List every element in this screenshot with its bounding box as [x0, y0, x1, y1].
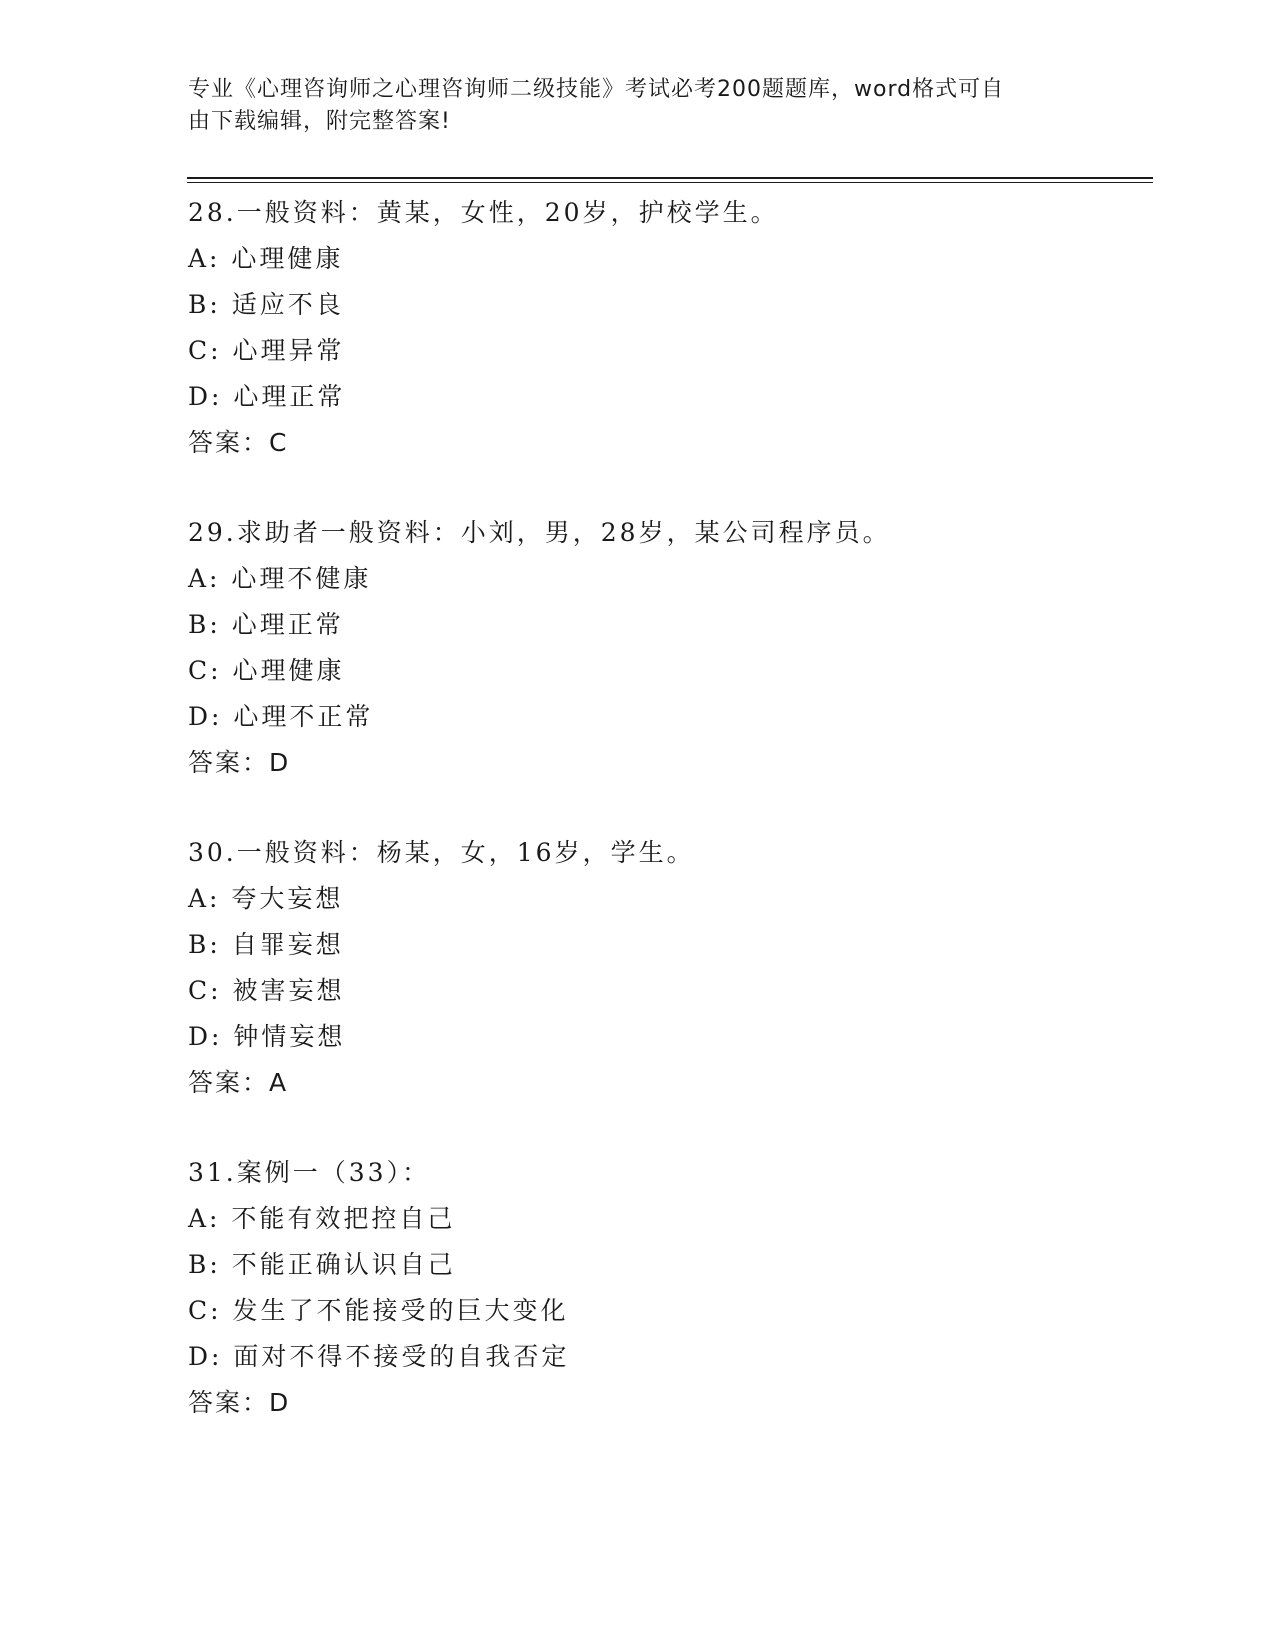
option-b: B: 自罪妄想: [188, 930, 344, 959]
option-b: B: 适应不良: [188, 290, 344, 319]
document-header: [188, 74, 1068, 138]
question-30: [188, 830, 1148, 1150]
answer-line: 答案：C: [188, 428, 289, 457]
header-divider-thick: [187, 177, 1153, 179]
answer-line: 答案：A: [188, 1068, 289, 1097]
option-a: A: 心理不健康: [188, 564, 372, 593]
question-29: [188, 510, 1148, 830]
option-d: D: 心理正常: [188, 382, 346, 411]
option-c: C: 心理健康: [188, 656, 345, 685]
option-b: B: 不能正确认识自己: [188, 1250, 456, 1279]
header-line-1: 专业《心理咨询师之心理咨询师二级技能》考试必考200题题库，word格式可自: [188, 77, 1005, 102]
question-stem: 31.案例一（33）：: [188, 1158, 431, 1187]
option-b: B: 心理正常: [188, 610, 344, 639]
option-c: C: 发生了不能接受的巨大变化: [188, 1296, 569, 1325]
option-a: A: 心理健康: [188, 244, 344, 273]
question-stem: 30.一般资料：杨某，女，16岁，学生。: [188, 838, 695, 867]
question-list: [188, 190, 1148, 1470]
question-28: [188, 190, 1148, 510]
question-stem: 29.求助者一般资料：小刘，男，28岁，某公司程序员。: [188, 518, 891, 547]
option-a: A: 夸大妄想: [188, 884, 344, 913]
header-line-2: 由下载编辑，附完整答案!: [188, 109, 451, 134]
answer-line: 答案：D: [188, 1388, 291, 1417]
option-d: D: 面对不得不接受的自我否定: [188, 1342, 570, 1371]
question-31: [188, 1150, 1148, 1470]
option-c: C: 心理异常: [188, 336, 345, 365]
question-stem: 28.一般资料：黄某，女性，20岁，护校学生。: [188, 198, 779, 227]
option-d: D: 钟情妄想: [188, 1022, 346, 1051]
option-d: D: 心理不正常: [188, 702, 374, 731]
header-divider-thin: [187, 182, 1153, 183]
option-c: C: 被害妄想: [188, 976, 345, 1005]
option-a: A: 不能有效把控自己: [188, 1204, 456, 1233]
answer-line: 答案：D: [188, 748, 291, 777]
